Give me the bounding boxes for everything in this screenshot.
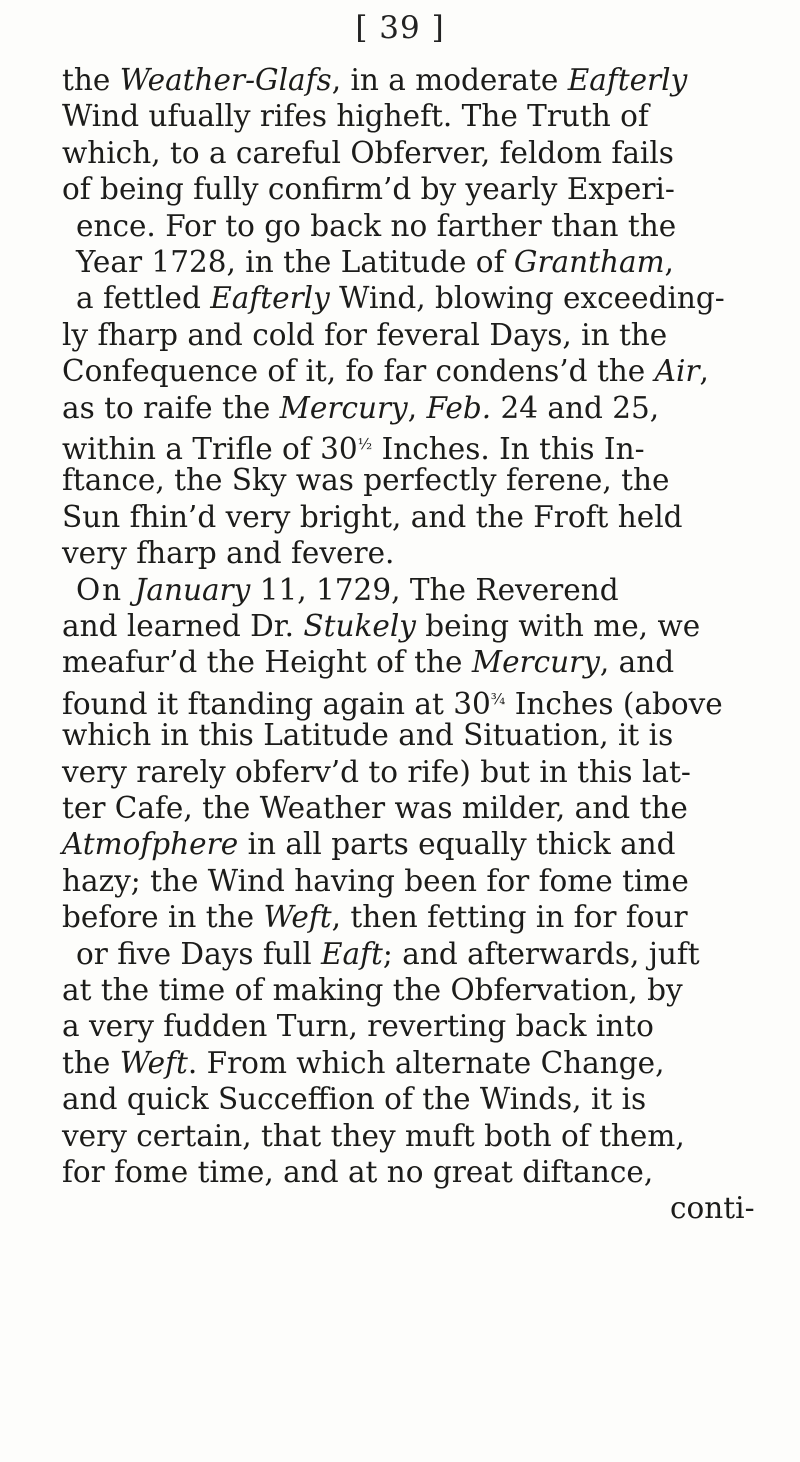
text-line	[62, 462, 669, 498]
text-line	[62, 1008, 654, 1044]
text-segment: which in this Latitude and Situation, it is	[62, 718, 674, 753]
text-segment: Stukely	[303, 609, 416, 643]
text-segment: Eafterly	[210, 281, 330, 316]
text-segment: Mercury	[279, 390, 408, 425]
text-segment: ,	[664, 245, 674, 279]
text-line	[62, 1081, 646, 1117]
text-segment: Confequence of it, fo far condens’d the	[62, 354, 655, 389]
text-segment: very fharp and fevere.	[62, 536, 395, 571]
text-segment: On	[76, 572, 135, 607]
text-line	[76, 936, 700, 972]
text-line	[62, 499, 683, 535]
text-segment: Year 1728, in the Latitude of	[76, 245, 514, 279]
text-segment: a fettled	[76, 281, 211, 316]
text-segment: Wind, blowing exceeding-	[329, 281, 725, 316]
text-line	[62, 644, 674, 680]
text-segment: the	[62, 1045, 120, 1080]
text-line	[76, 208, 676, 244]
text-line	[62, 608, 700, 644]
text-segment: meafur’d the Height of the	[62, 645, 472, 680]
text-segment: ly fharp and cold for feveral Days, in the	[62, 317, 668, 352]
text-segment: found it ftanding again at 30	[62, 686, 491, 721]
text-segment: Atmofphere	[62, 827, 239, 862]
text-line	[62, 135, 674, 171]
text-segment: Air	[654, 354, 700, 389]
text-segment: the	[62, 63, 120, 97]
text-line	[76, 572, 619, 608]
text-segment: for fome time, and at no great diftance,	[62, 1155, 654, 1189]
text-segment: ,	[407, 390, 427, 425]
text-line	[62, 390, 659, 426]
text-segment: within a Trifle of 30	[62, 432, 358, 466]
text-line	[62, 62, 687, 98]
text-line	[62, 98, 649, 134]
text-segment: ; and afterwards, juft	[382, 936, 700, 971]
text-segment: , in a moderate	[331, 63, 568, 97]
text-segment: at the time of making the Obfervation, by	[62, 973, 683, 1007]
text-segment: which, to a careful Obferver, feldom fails	[62, 135, 674, 170]
fraction: ¾	[490, 689, 506, 708]
text-line	[62, 754, 691, 790]
text-line	[62, 1045, 664, 1081]
text-segment: hazy; the Wind having been for fome time	[62, 863, 689, 898]
text-segment: very certain, that they muft both of them,	[62, 1118, 685, 1153]
text-segment: before in the	[62, 900, 264, 935]
text-segment: ,	[699, 354, 709, 389]
text-segment: very rarely obferv’d to rife) but in this lat-	[62, 754, 691, 789]
text-line	[62, 826, 676, 862]
text-segment: Feb.	[426, 390, 492, 425]
text-line	[62, 681, 723, 721]
catchword: conti-	[670, 1191, 755, 1226]
text-segment: Eaft	[321, 936, 383, 971]
text-line	[62, 1154, 653, 1190]
text-segment: in all parts equally thick and	[238, 827, 676, 862]
text-line	[62, 717, 673, 753]
text-line	[62, 426, 645, 466]
text-segment: ftance, the Sky was perfectly ferene, the	[62, 463, 670, 498]
text-segment: being with me, we	[415, 609, 701, 643]
text-segment: of being fully confirm’d by yearly Experi-	[62, 172, 675, 207]
text-line	[62, 317, 667, 353]
text-segment: Inches. In this In-	[372, 432, 645, 466]
text-segment: Eafterly	[567, 63, 688, 97]
text-segment: . From which alternate Change,	[187, 1045, 665, 1080]
text-segment: or five Days full	[76, 936, 322, 971]
text-segment: , and	[599, 645, 675, 680]
text-segment: 11, 1729, The Reverend	[250, 572, 619, 607]
text-segment: Weather-Glafs	[119, 63, 332, 97]
text-line	[76, 244, 674, 280]
fraction: ½	[357, 435, 373, 453]
text-segment: ence. For to go back no farther than the	[76, 208, 677, 243]
text-segment: Inches (above	[505, 686, 723, 721]
page-number: [ 39 ]	[355, 10, 445, 46]
text-line	[62, 171, 675, 207]
text-line	[62, 353, 709, 389]
text-segment: and learned Dr.	[62, 609, 304, 643]
text-segment: 24 and 25,	[491, 390, 660, 425]
text-segment: and quick Succeffion of the Winds, it is	[62, 1082, 647, 1117]
text-line	[62, 972, 683, 1008]
text-segment: a very fudden Turn, reverting back into	[62, 1009, 654, 1044]
text-segment: ter Cafe, the Weather was milder, and the	[62, 791, 688, 825]
text-line	[62, 535, 394, 571]
text-line	[62, 863, 689, 899]
text-line	[62, 1118, 685, 1154]
text-segment: Weft	[263, 900, 332, 935]
text-segment: as to raife the	[62, 390, 280, 425]
text-line	[76, 280, 725, 316]
text-segment: Mercury	[471, 645, 600, 680]
text-line	[62, 790, 688, 826]
text-line	[62, 899, 688, 935]
text-segment: Sun fhin’d very bright, and the Froft held	[62, 499, 683, 534]
text-segment: , then fetting in for four	[331, 900, 688, 935]
text-segment: Weft	[119, 1045, 188, 1080]
text-segment: Wind ufually rifes higheft. The Truth of	[62, 99, 649, 134]
text-segment: January	[134, 572, 251, 607]
text-segment: Grantham	[513, 245, 665, 279]
